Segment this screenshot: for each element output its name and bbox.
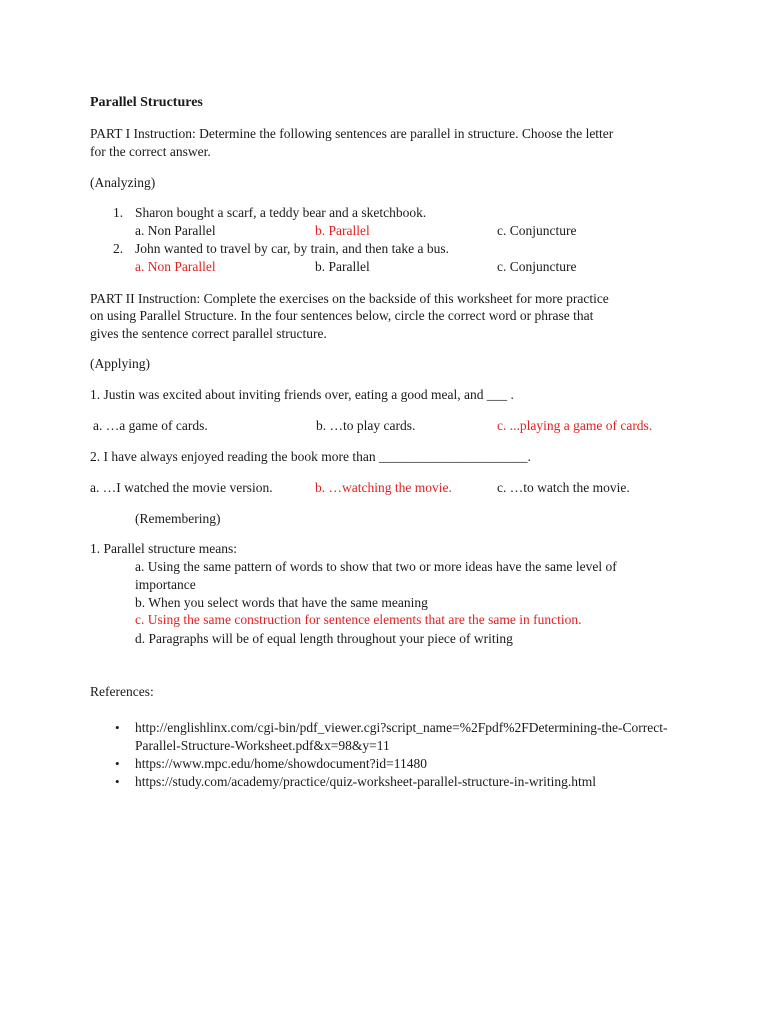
- part1-q2-number: 2.: [113, 241, 124, 256]
- part2-q2-option-c: c. …to watch the movie.: [497, 480, 630, 495]
- reference-link-3[interactable]: https://study.com/academy/practice/quiz-worksheet-parallel-structure-in-writing.html: [135, 774, 596, 789]
- page-title: Parallel Structures: [90, 95, 203, 110]
- part1-q1-text: Sharon bought a scarf, a teddy bear and a sketchbook.: [135, 205, 427, 220]
- part2-instruction-line1: PART II Instruction: Complete the exercises on the backside of this worksheet for more practice: [90, 291, 609, 306]
- part1-q2-option-b: b. Parallel: [315, 259, 370, 274]
- part1-level-label: (Analyzing): [90, 175, 156, 190]
- part3-option-b: b. When you select words that have the same meaning: [135, 595, 428, 610]
- part2-q2-option-b: b. …watching the movie.: [315, 480, 452, 495]
- part1-q2-option-c: c. Conjuncture: [497, 259, 577, 274]
- part2-q1-option-b: b. …to play cards.: [316, 418, 416, 433]
- part2-instruction-line3: gives the sentence correct parallel structure.: [90, 326, 327, 341]
- part1-q1-option-b: b. Parallel: [315, 223, 370, 238]
- part1-q2-text: John wanted to travel by car, by train, and then take a bus.: [135, 241, 449, 256]
- bullet-icon: •: [115, 720, 120, 735]
- part1-q1-number: 1.: [113, 205, 124, 220]
- part2-q2-text: 2. I have always enjoyed reading the book more than ______________________.: [90, 449, 531, 464]
- part1-instruction-line1: PART I Instruction: Determine the following sentences are parallel in structure. Choose the letter: [90, 126, 614, 141]
- part2-q1-option-c: c. ...playing a game of cards.: [497, 418, 653, 433]
- part3-level-label: (Remembering): [135, 511, 221, 526]
- part1-q1-option-c: c. Conjuncture: [497, 223, 577, 238]
- part2-q2-option-a: a. …I watched the movie version.: [90, 480, 273, 495]
- part1-q1-option-a: a. Non Parallel: [135, 223, 216, 238]
- part2-q1-text: 1. Justin was excited about inviting friends over, eating a good meal, and ___ .: [90, 387, 514, 402]
- part2-level-label: (Applying): [90, 356, 150, 371]
- references-heading: References:: [90, 684, 154, 699]
- part3-question: 1. Parallel structure means:: [90, 541, 237, 556]
- bullet-icon: •: [115, 774, 120, 789]
- part3-option-d: d. Paragraphs will be of equal length throughout your piece of writing: [135, 631, 513, 646]
- part3-option-a: a. Using the same pattern of words to show that two or more ideas have the same level of importance: [135, 559, 617, 592]
- part2-instruction-line2: on using Parallel Structure. In the four sentences below, circle the correct word or phrase that: [90, 308, 594, 323]
- reference-link-1[interactable]: http://englishlinx.com/cgi-bin/pdf_viewer.cgi?script_name=%2Fpdf%2FDetermining-the-Correct-Parallel-Structure-Worksheet.pdf&x=98&y=11: [135, 720, 668, 753]
- part2-q1-option-a: a. …a game of cards.: [93, 418, 208, 433]
- part3-option-c: c. Using the same construction for sentence elements that are the same in function.: [135, 612, 582, 627]
- part1-q2-option-a: a. Non Parallel: [135, 259, 216, 274]
- bullet-icon: •: [115, 756, 120, 771]
- part1-instruction-line2: for the correct answer.: [90, 144, 211, 159]
- reference-link-2[interactable]: https://www.mpc.edu/home/showdocument?id=11480: [135, 756, 427, 771]
